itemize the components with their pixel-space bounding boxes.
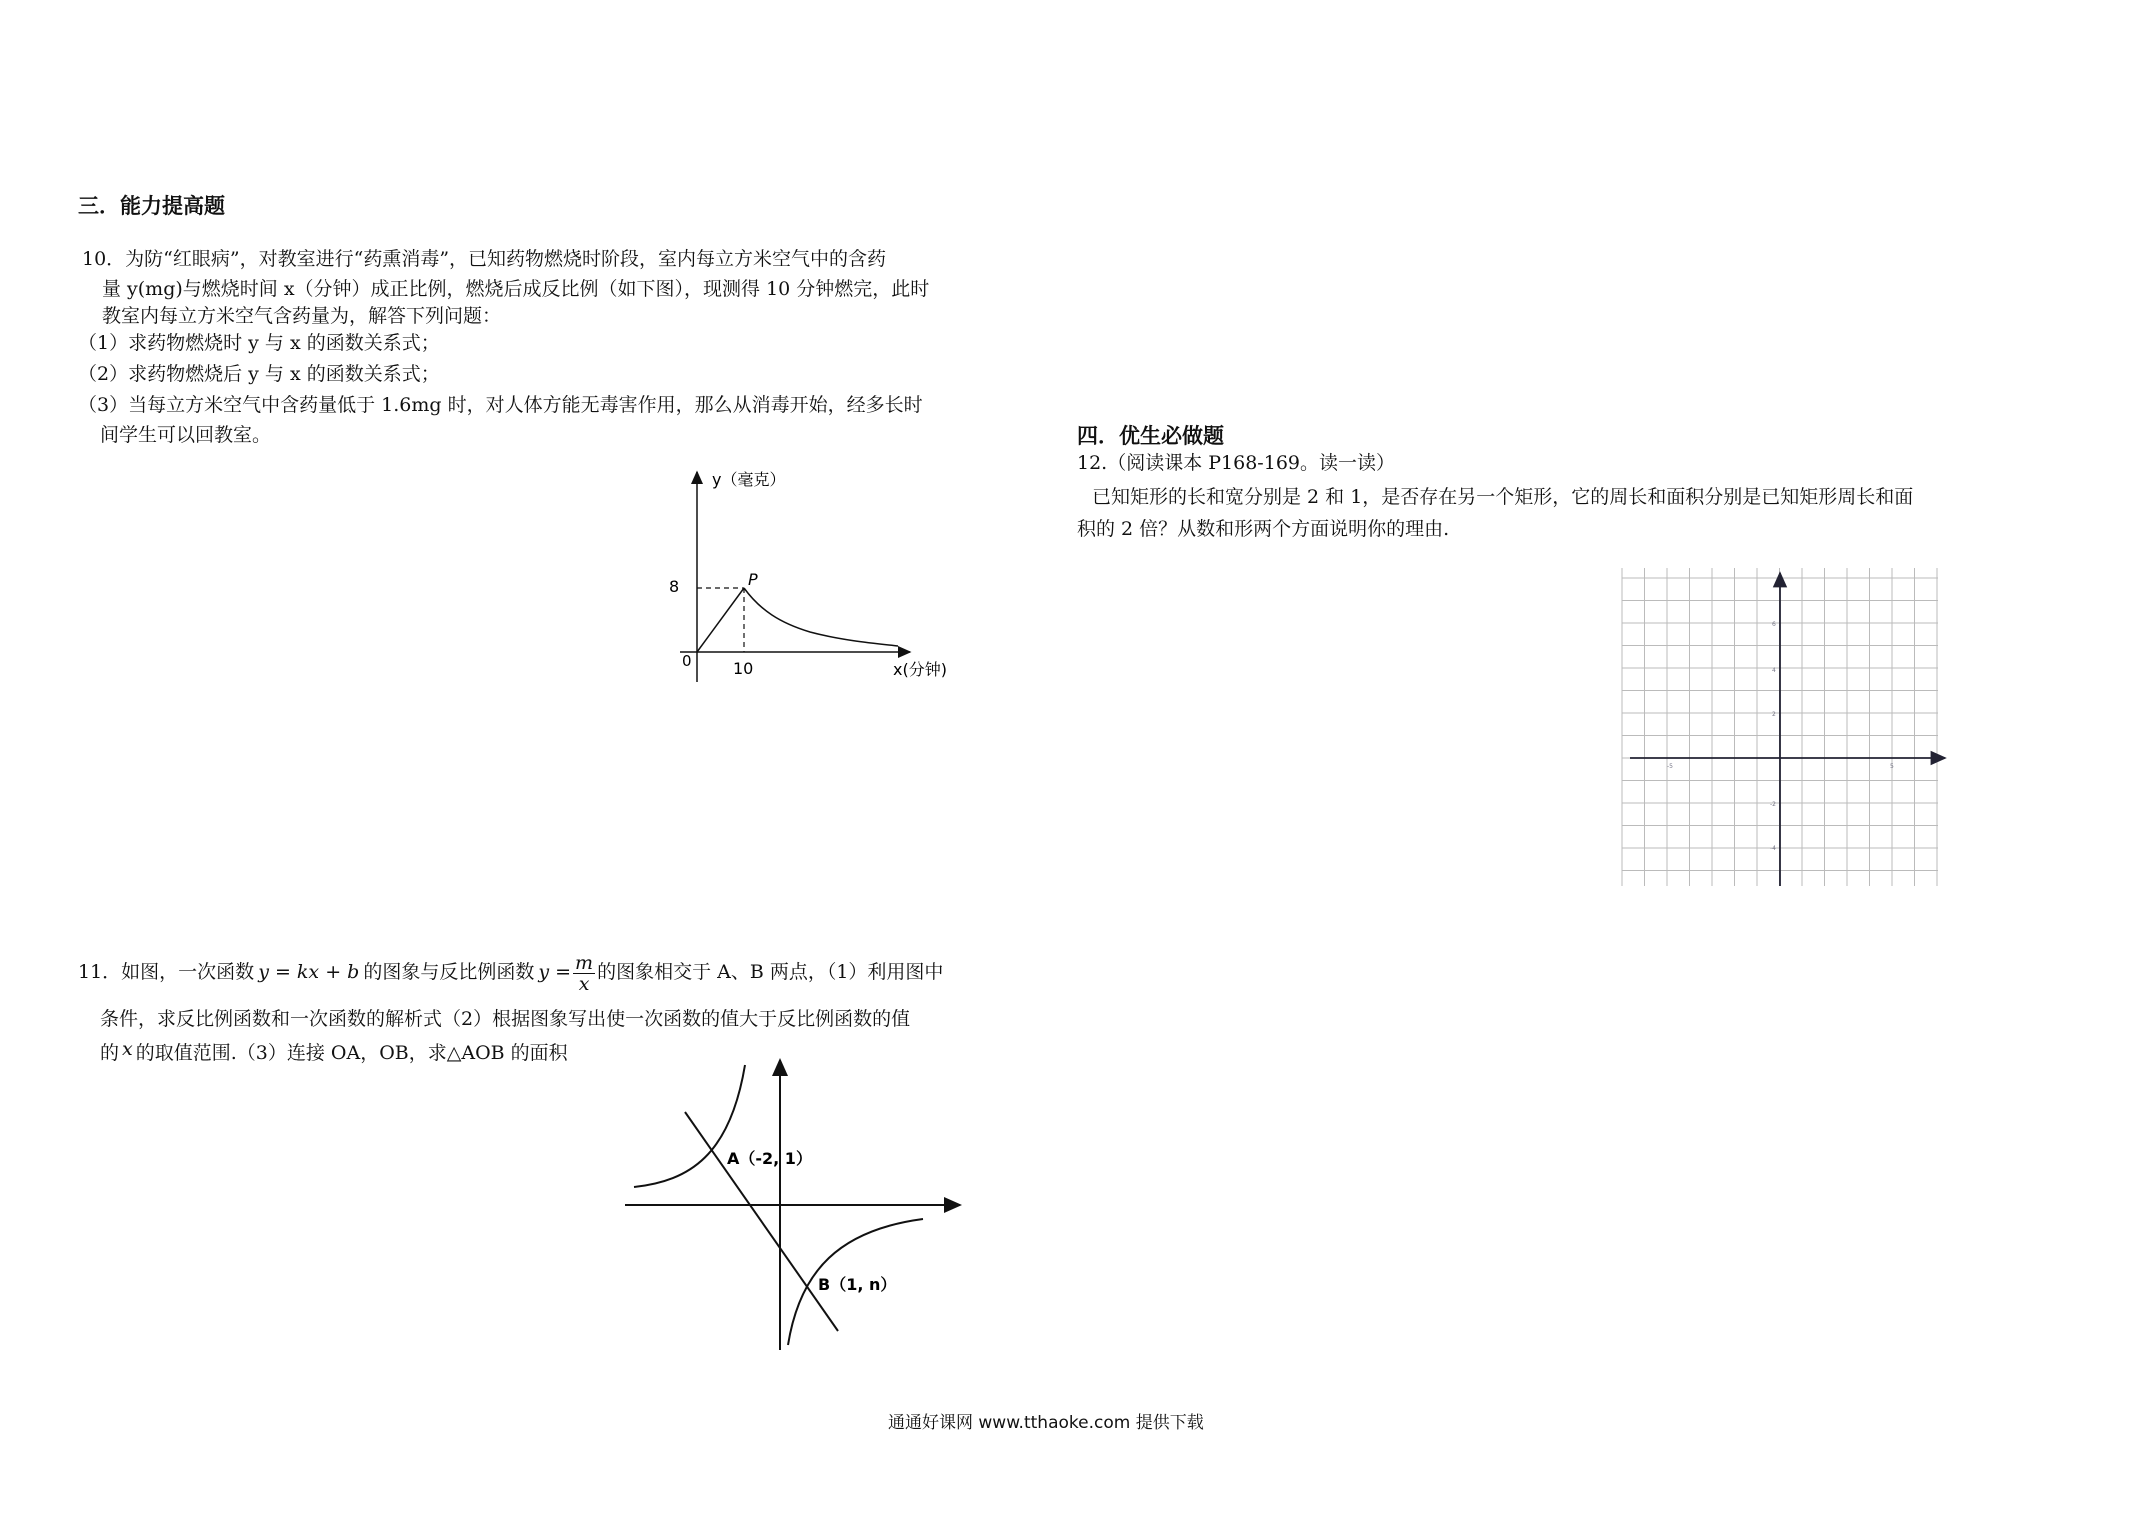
q11-line-1-end: 的图象相交于 A、B 两点，（1）利用图中 <box>597 961 944 983</box>
section-3-title: 三．能力提高题 <box>78 194 225 218</box>
q10-x-axis-label: x(分钟) <box>893 660 947 679</box>
q10-part-3-line-1: （3）当每立方米空气中含药量低于 1.6mg 时，对人体方能无毒害作用，那么从消毒开始，经多长时 <box>78 394 923 416</box>
q11-line-3-end: 的取值范围.（3）连接 OA，OB，求△AOB 的面积 <box>135 1042 568 1064</box>
q12-x-tick-label-5: 5 <box>1890 763 1894 770</box>
q10-linear-segment <box>697 588 744 652</box>
q10-origin-label: 0 <box>682 652 692 670</box>
q10-x-tick-10: 10 <box>733 659 754 678</box>
question-10 <box>82 244 929 331</box>
section-4-title: 四．优生必做题 <box>1077 424 1224 448</box>
q11-variable-x: x <box>122 1038 133 1060</box>
q11-line-1-start: 11．如图，一次函数 <box>78 961 255 983</box>
q10-line-3: 教室内每立方米空气含药量为，解答下列问题： <box>102 305 502 327</box>
q11-hyperbola-branch-upper-left <box>634 1065 745 1187</box>
q10-hyperbola-branch <box>744 588 898 646</box>
q10-part-2: （2）求药物燃烧后 y 与 x 的函数关系式； <box>78 363 440 385</box>
q11-point-b-label: B（1, n） <box>818 1275 897 1294</box>
q10-graph <box>660 460 980 690</box>
q12-y-tick-label-2: 2 <box>1772 711 1776 718</box>
q12-y-tick-label-4: 4 <box>1772 667 1776 674</box>
q11-graph <box>620 1055 970 1355</box>
q10-point-p-label: P <box>748 570 758 589</box>
q11-point-a-label: A（-2, 1） <box>727 1149 812 1168</box>
q11-linear-function-line <box>685 1112 838 1331</box>
q10-y-axis-label: y（毫克） <box>712 470 786 489</box>
q12-y-tick-label-6: 6 <box>1772 621 1776 628</box>
q12-line-2: 已知矩形的长和宽分别是 2 和 1，是否存在另一个矩形，它的周长和面积分别是已知矩形周长和面 <box>1092 486 1914 508</box>
q11-inverse-equation-lhs: y = <box>538 961 572 983</box>
q11-line-3-start: 的 <box>100 1042 120 1064</box>
q12-y-tick-label-neg4: -4 <box>1770 845 1776 852</box>
q12-coordinate-grid <box>1620 568 1950 888</box>
q10-line-2: 量 y(mg)与燃烧时间 x（分钟）成正比例，燃烧后成反比例（如下图），现测得 10 分钟燃完，此时 <box>102 278 930 300</box>
q12-y-tick-label-neg2: -2 <box>1770 801 1776 808</box>
q11-fraction-denominator: x <box>578 972 590 995</box>
q11-line-3 <box>100 1034 568 1068</box>
q11-fraction-numerator: m <box>575 951 594 974</box>
q12-x-tick-label-neg5: -5 <box>1667 763 1673 770</box>
footer-text: 通通好课网 www.tthaoke.com 提供下载 <box>888 1413 1204 1433</box>
q12-line-1: 12.（阅读课本 P168-169。读一读） <box>1077 452 1395 474</box>
q11-line-1 <box>78 950 943 994</box>
q11-linear-equation: y = kx + b <box>258 961 360 983</box>
q10-y-tick-8: 8 <box>669 577 680 596</box>
q10-part-3-line-2: 间学生可以回教室。 <box>100 424 272 446</box>
q12-line-3: 积的 2 倍？从数和形两个方面说明你的理由. <box>1077 518 1450 540</box>
q10-line-1: 10．为防“红眼病”，对教室进行“药熏消毒”，已知药物燃烧时阶段，室内每立方米空气中的含药 <box>82 248 887 270</box>
q10-part-1: （1）求药物燃烧时 y 与 x 的函数关系式； <box>78 332 440 354</box>
q11-line-2: 条件，求反比例函数和一次函数的解析式（2）根据图象写出使一次函数的值大于反比例函数的值 <box>100 1008 911 1030</box>
q11-fraction <box>573 953 595 994</box>
q11-line-1-mid: 的图象与反比例函数 <box>363 961 535 983</box>
